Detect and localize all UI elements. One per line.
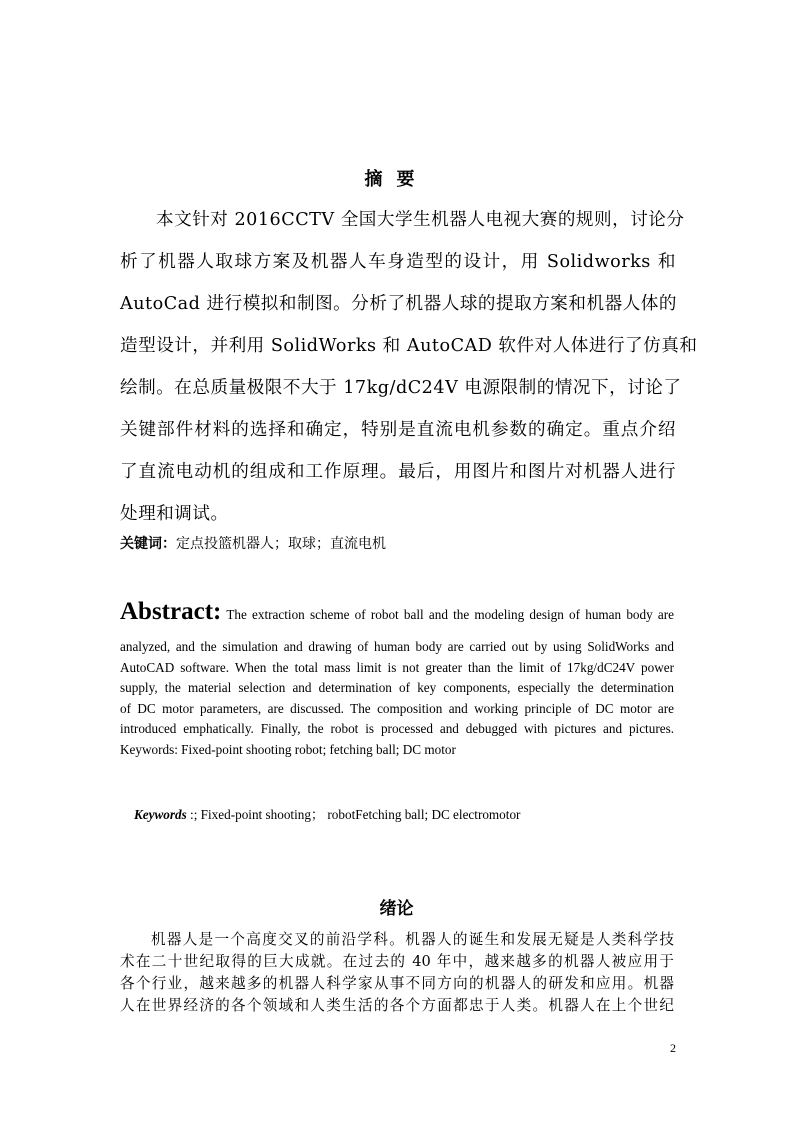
abstract-en-line: analyzed, and the simulation and drawing of human body are carried out by using SolidWorks and [120, 639, 674, 654]
abstract-cn-line: 关键部件材料的选择和确定，特别是直流电机参数的确定。重点介绍 [120, 420, 676, 440]
abstract-en-line: introduced emphatically. Finally, the robot is processed and debugged with pictures and pictures. [120, 721, 674, 736]
keywords-en-text: :; Fixed-point shooting； robotFetching ball; DC electromotor [186, 807, 521, 822]
abstract-en-line: Keywords: Fixed-point shooting robot; fetching ball; DC motor [120, 741, 456, 757]
abstract-en-body [120, 637, 674, 760]
abstract-cn-line: 造型设计，并利用 SolidWorks 和 AutoCAD 软件对人体进行了仿真和 [120, 336, 698, 356]
abstract-cn-line: 了直流电动机的组成和工作原理。最后，用图片和图片对机器人进行 [120, 462, 676, 482]
abstract-en-line: supply, the material selection and determination of key components, especially the determination [120, 680, 674, 695]
abstract-en-line: AutoCAD software. When the total mass limit is not greater than the limit of 17kg/dC24V power [120, 659, 674, 675]
abstract-en-label: Abstract: [120, 598, 222, 625]
keywords-cn-label: 关键词： [120, 536, 176, 552]
abstract-en-first-line [120, 598, 674, 626]
intro-line: 人在世界经济的各个领域和人类生活的各个方面都忠于人类。机器人在上个世纪 [120, 997, 674, 1014]
keywords-cn-text: 定点投篮机器人；取球；直流电机 [176, 536, 386, 552]
keywords-en [134, 805, 520, 825]
abstract-cn-title: 摘要 [364, 169, 429, 190]
intro-line: 机器人是一个高度交叉的前沿学科。机器人的诞生和发展无疑是人类科学技 [151, 931, 674, 948]
keywords-en-label: Keywords [134, 807, 187, 822]
abstract-cn-line: AutoCad 进行模拟和制图。分析了机器人球的提取方案和机器人体的 [120, 294, 677, 314]
abstract-cn-line: 析了机器人取球方案及机器人车身造型的设计，用 Solidworks 和 [120, 252, 676, 272]
intro-line: 各个行业，越来越多的机器人科学家从事不同方向的机器人的研发和应用。机器 [120, 975, 674, 992]
abstract-en-line: of DC motor parameters, are discussed. The composition and working principle of DC motor are [120, 700, 674, 716]
abstract-cn-line: 处理和调试。 [120, 504, 229, 524]
keywords-cn [120, 534, 386, 554]
abstract-cn-line: 本文针对 2016CCTV 全国大学生机器人电视大赛的规则，讨论分 [156, 210, 685, 230]
intro-title: 绪论 [379, 899, 414, 919]
intro-line: 术在二十世纪取得的巨大成就。在过去的 40 年中，越来越多的机器人被应用于 [120, 953, 674, 970]
page-number: 2 [670, 1041, 676, 1055]
abstract-en-first-text: The extraction scheme of robot ball and the modeling design of human body are [226, 607, 674, 622]
abstract-cn-line: 绘制。在总质量极限不大于 17kg/dC24V 电源限制的情况下，讨论了 [120, 378, 682, 398]
